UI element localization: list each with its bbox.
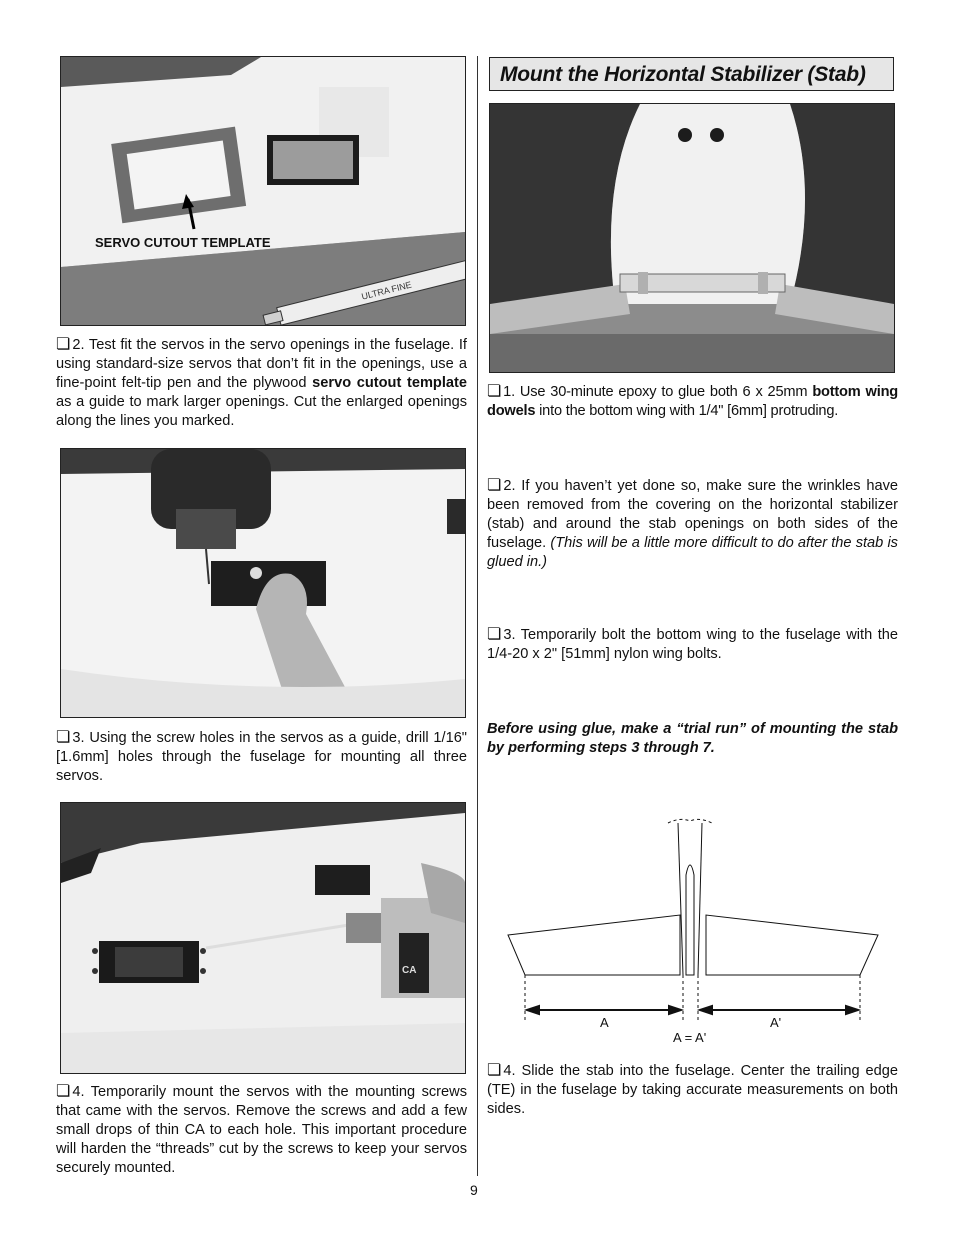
photo-drilling-servo-holes xyxy=(60,448,466,718)
ca-bottle-label: CA xyxy=(402,965,417,976)
checkbox-icon[interactable]: ❏ xyxy=(56,336,71,353)
checkbox-icon[interactable]: ❏ xyxy=(487,383,502,400)
checkbox-icon[interactable]: ❏ xyxy=(487,626,502,643)
right-step-3-text: ❏ 3. Temporarily bolt the bottom wing to the fuselage with the 1/4-20 x 2" [51mm] nylon wing bolts. xyxy=(487,626,898,662)
right-step-2-text: ❏ 2. If you haven’t yet done so, make sure the wrinkles have been removed from the covering on the horizontal stabilizer (stab) and around the stab openings on both sides of the fuselage. (This will be a little more difficult to do after the stab is glued in.) xyxy=(487,477,898,570)
checkbox-icon[interactable]: ❏ xyxy=(487,1062,502,1079)
column-divider xyxy=(477,56,478,1176)
photo-servo-cutout-template xyxy=(60,56,466,326)
diagram-label-a: A xyxy=(600,1015,609,1030)
left-step-2-text: ❏ 2. Test fit the servos in the servo openings in the fuselage. If using standard-size servos that don’t fit in the openings, use a fine-point felt-tip pen and the plywood servo cutout template as a guide to mark larger openings. Cut the enlarged openings along the lines you marked. xyxy=(56,336,467,429)
servo-cutout-template-callout: SERVO CUTOUT TEMPLATE xyxy=(95,235,271,250)
checkbox-icon[interactable]: ❏ xyxy=(487,477,502,494)
photo-applying-thin-ca xyxy=(60,802,466,1074)
section-title: Mount the Horizontal Stabilizer (Stab) xyxy=(500,63,866,86)
trial-run-note: Before using glue, make a “trial run” of mounting the stab by performing steps 3 through 7. xyxy=(487,721,898,756)
section-header xyxy=(489,57,894,91)
left-step-4-text: ❏ 4. Temporarily mount the servos with the mounting screws that came with the servos. Remove the screws and add a few small drops of thin CA to each hole. This important procedure will harden the “threads” cut by the screws to keep your servos securely mounted. xyxy=(56,1083,467,1176)
right-step-4-text: ❏ 4. Slide the stab into the fuselage. Center the trailing edge (TE) in the fuselage by taking accurate measurements on both sides. xyxy=(487,1062,898,1117)
stab-centering-diagram xyxy=(500,815,890,1050)
checkbox-icon[interactable]: ❏ xyxy=(56,1083,71,1100)
bold-term: bottom wing dowels xyxy=(487,384,898,419)
pen-label: ULTRA FINE xyxy=(360,279,413,302)
photo-bottom-wing-dowels xyxy=(489,103,895,373)
diagram-label-equation: A = A' xyxy=(673,1030,707,1045)
left-step-3-text: ❏ 3. Using the screw holes in the servos as a guide, drill 1/16" [1.6mm] holes through the fuselage for mounting all three servos. xyxy=(56,729,467,784)
diagram-label-a-prime: A' xyxy=(770,1015,782,1030)
checkbox-icon[interactable]: ❏ xyxy=(56,729,71,746)
page-number: 9 xyxy=(470,1182,478,1198)
italic-note: (This will be a little more difficult to do after the stab is glued in.) xyxy=(487,535,898,570)
right-step-1-text: ❏ 1. Use 30-minute epoxy to glue both 6 x 25mm bottom wing dowels into the bottom wing with 1/4" [6mm] protruding. xyxy=(487,383,898,419)
bold-term: servo cutout template xyxy=(312,375,467,391)
